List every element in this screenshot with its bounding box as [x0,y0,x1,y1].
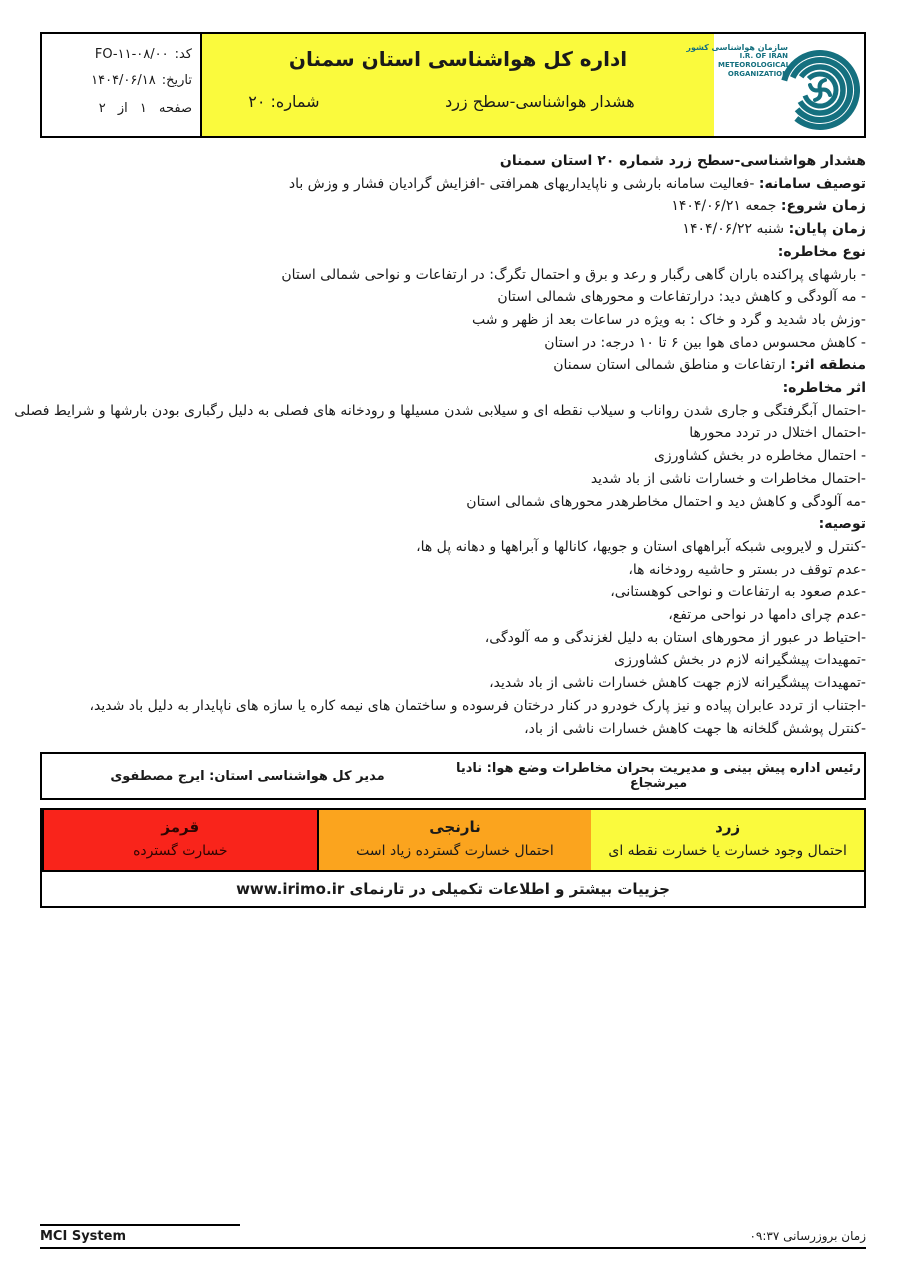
date-label: تاریخ: [161,73,192,88]
logo-text-en1: I.R. OF IRAN [739,52,788,60]
body-line: -عدم توقف در بستر و حاشیه رودخانه ها، [628,561,866,578]
signature-director-general: مدیر کل هواشناسی استان: ایرج مصطفوی [110,768,385,784]
body-line: -کنترل و لایروبی شبکه آبراههای استان و جویها، کانالها و آبراهها و دهانه پل ها، [416,538,866,555]
mci-system-label: MCI System [40,1224,240,1244]
org-title: اداره کل هواشناسی استان سمنان [288,47,628,71]
level-cell-orange [317,810,592,870]
date-value: ۱۴۰۴/۰۶/۱۸ [91,73,156,88]
body-line: -وزش باد شدید و گرد و خاک : به ویژه در ساعات بعد از ظهر و شب [471,311,866,328]
body-line: توصیه: [818,516,866,533]
body-line: زمان شروع: جمعه ۱۴۰۴/۰۶/۲۱ [671,198,866,215]
code-row [46,42,192,68]
update-time-label: زمان بروزرسانی [783,1229,866,1243]
body-line: -احتیاط در عبور از محورهای استان به دلیل لغزندگی و مه آلودگی، [484,629,866,646]
body-line: -تمهیدات پیشگیرانه لازم جهت کاهش خسارات ناشی از باد شدید، [489,675,866,692]
body-line: -اجتناب از تردد عابران پیاده و نیز پارک خودرو در کنار درختان فرسوده و ساختمان های نیمه کاره یا سازه های ناپایدار به دلیل باد شدید، [89,697,866,714]
level-cell-red [42,810,317,870]
page-label: صفحه [159,101,192,116]
title-row2 [202,92,714,111]
page-of: از [117,101,128,116]
logo-text-en2: METEOROLOGICAL [718,61,791,69]
body-lines [14,150,866,740]
body-line: -عدم چرای دامها در نواحی مرتفع، [668,607,866,624]
page-total: ۲ [98,101,106,116]
body-line: - احتمال مخاطره در بخش کشاورزی [653,448,866,465]
page-row [46,96,192,122]
warning-number: شماره: ۲۰ [248,92,320,111]
header [40,32,866,138]
date-row [46,68,192,94]
logo-text [686,43,791,79]
body-line: منطقه اثر: ارتفاعات و مناطق شمالی استان سمنان [553,357,866,374]
level-desc-red: خسارت گسترده [133,843,228,859]
body-line: نوع مخاطره: [777,243,866,260]
body-line: - مه آلودگی و کاهش دید: درارتفاعات و محورهای شمالی استان [497,289,866,306]
levels-table [40,808,866,908]
body-line: -کنترل پوشش گلخانه ها جهت کاهش خسارات ناشی از باد، [524,720,866,737]
body-line: -احتمال اختلال در تردد محورها [689,425,866,442]
signature-box [40,752,866,800]
footer-divider [40,1247,866,1249]
code-box [42,34,202,136]
body-line: -تمهیدات پیشگیرانه لازم در بخش کشاورزی [614,652,866,669]
title-box [202,34,714,136]
body-line: -عدم صعود به ارتفاعات و نواحی کوهستانی، [610,584,866,601]
level-name-red: قرمز [161,818,200,836]
body-line: هشدار هواشناسی-سطح زرد شماره ۲۰ استان سمنان [499,153,866,169]
body-line: - کاهش محسوس دمای هوا بین ۶ تا ۱۰ درجه: در استان [544,334,866,351]
level-desc-yellow: احتمال وجود خسارت یا خسارت نقطه ای [608,843,847,859]
body-line: -مه آلودگی و کاهش دید و احتمال مخاطرهدر محورهای شمالی استان [466,493,866,510]
code-label: کد: [174,47,192,62]
page-current: ۱ [139,101,147,116]
level-desc-orange: احتمال خسارت گسترده زیاد است [356,843,554,859]
body-line: - بارشهای پراکنده باران گاهی رگبار و رعد و برق و احتمال تگرگ: در ارتفاعات و نواحی شمالی استان [281,266,866,283]
body-line: اثر مخاطره: [782,380,866,397]
body-line: -احتمال آبگرفتگی و جاری شدن رواناب و سیلاب نقطه ای و سیلابی شدن مسیلها و رودخانه های فصلی به دلیل رگباری بودن بارشها و شرایط فصلی [14,402,866,419]
code-value: FO-۱۱-۰۸/۰۰ [94,47,169,62]
levels-row [42,810,864,870]
level-name-orange: نارنجی [429,818,481,836]
website-info-bar: جزییات بیشتر و اطلاعات تکمیلی در تارنمای www.irimo.ir [42,870,864,906]
update-time [749,1229,866,1243]
update-time-value: ۰۹:۳۷ [749,1229,780,1243]
level-name-yellow: زرد [715,818,741,836]
signature-forecast-chief: رئیس اداره پیش بینی و مدیریت بحران مخاطرات وضع هوا: نادیا میرشجاع [455,761,862,791]
level-cell-yellow [591,810,864,870]
body-line: توصیف سامانه: -فعالیت سامانه بارشی و ناپایداریهای همرافتی -افزایش گرادیان فشار و وزش باد [288,175,866,192]
logo-text-en3: ORGANIZATION [727,70,788,78]
body-line: زمان پایان: شنبه ۱۴۰۴/۰۶/۲۲ [682,221,866,238]
logo-text-fa: سازمان هواشناسی کشور [686,43,788,52]
body-line: -احتمال مخاطرات و خسارات ناشی از باد شدید [590,470,866,487]
warning-level-line: هشدار هواشناسی-سطح زرد [445,92,635,111]
logo-box [686,34,864,136]
